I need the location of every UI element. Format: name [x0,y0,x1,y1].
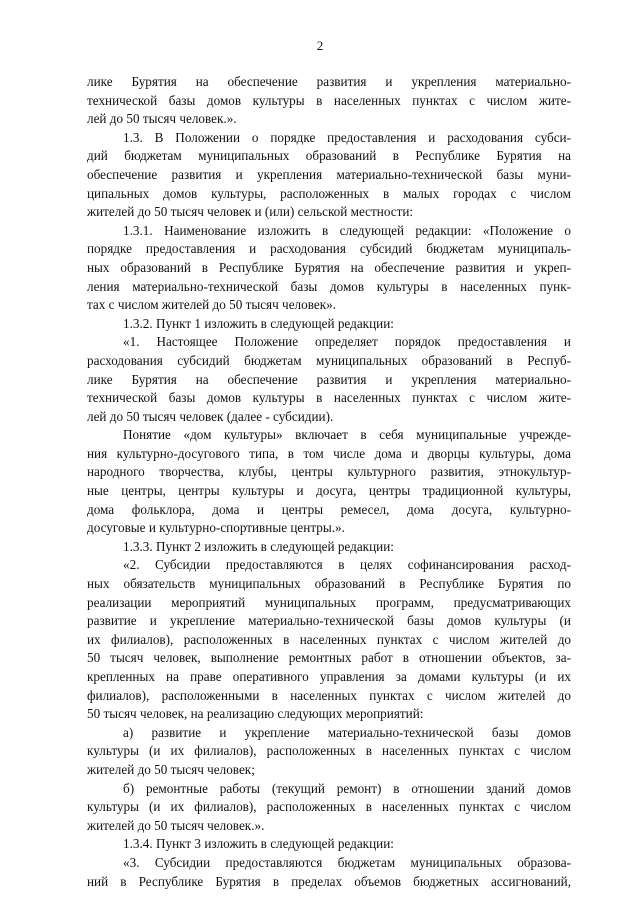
text-line: лике Бурятия на обеспечение развития и укрепления материально- [87,371,571,387]
text-line: народного творчества, клубы, центры культурного развития, этнокультур- [87,464,571,480]
text-line: «3. Субсидии предоставляются бюджетам муниципальных образова- [123,854,571,870]
text-line: лике Бурятия на обеспечение развития и укрепления материально- [87,74,571,89]
text-line: жителей до 50 тысяч человек; [87,761,255,777]
text-line: ний в Республике Бурятия в пределах объемов бюджетных ассигнований, [87,873,571,889]
text-line: реализации мероприятий муниципальных программ, предусматривающих [87,594,571,610]
text-line: ных обязательств муниципальных образований в Республике Бурятия по [87,576,571,592]
text-line: тах с числом жителей до 50 тысяч человек». [87,297,337,313]
text-line: жителей до 50 тысяч человек и (или) сельской местности: [87,204,414,220]
text-line: ных образований в Республике Бурятия на обеспечение развития и укреп- [87,259,571,275]
text-line: лей до 50 тысяч человек.». [87,111,237,127]
text-line: ния культурно-досугового типа, в том числе дома и дворцы культуры, дома [87,445,571,461]
text-line: культуры (и их филиалов), расположенных в населенных пунктах с числом [87,799,571,815]
text-line: лей до 50 тысяч человек (далее - субсидии). [87,408,334,424]
text-line: развитие и укрепление материально-технической базы домов культуры (и [87,613,571,629]
text-line: технической базы домов культуры в населенных пунктах с числом жите- [87,390,571,406]
text-line: культуры (и их филиалов), расположенных в населенных пунктах с числом [87,743,571,759]
text-line: 1.3. В Положении о порядке предоставления и расходования субси- [123,129,571,145]
text-line: крепленных на праве оперативного управления за домами культуры (и их [87,669,571,684]
page-number: 2 [316,38,324,53]
text-line: дий бюджетам муниципальных образований в Республике Бурятия на [87,148,571,164]
document-body [87,73,571,891]
text-line: «1. Настоящее Положение определяет порядок предоставления и [123,334,571,350]
text-line: технической базы домов культуры в населенных пунктах с числом жите- [87,92,571,108]
text-line: 50 тысяч человек, на реализацию следующих мероприятий: [87,706,424,722]
text-line: 1.3.4. Пункт 3 изложить в следующей редакции: [123,836,394,852]
text-line: обеспечение развития и укрепления материально-технической базы муни- [87,166,571,182]
text-line: дома фольклора, дома и центры ремесел, дома досуга, культурно- [87,501,571,517]
text-line: филиалов), расположенными в населенных пунктах с числом жителей до [87,687,571,703]
text-line: а) развитие и укрепление материально-технической базы домов [123,724,571,740]
text-line: «2. Субсидии предоставляются в целях софинансирования расход- [123,557,571,573]
text-line: Понятие «дом культуры» включает в себя муниципальные учрежде- [123,427,571,443]
text-line: 1.3.1. Наименование изложить в следующей редакции: «Положение о [123,222,571,238]
text-line: ные центры, центры культуры и досуга, центры традиционной культуры, [87,483,571,499]
text-line: досуговые и культурно-спортивные центры.». [87,520,345,536]
text-line: б) ремонтные работы (текущий ремонт) в отношении зданий домов [123,780,571,796]
text-line: 1.3.3. Пункт 2 изложить в следующей редакции: [123,538,394,554]
text-line: ления материально-технической базы домов культуры в населенных пунк- [87,278,571,294]
text-line: расходования субсидий бюджетам муниципальных образований в Респуб- [87,352,571,368]
text-line: их филиалов), расположенных в населенных пунктах с числом жителей до [87,631,571,647]
text-line: порядке предоставления и расходования субсидий бюджетам муниципаль- [87,241,571,257]
text-line: жителей до 50 тысяч человек.». [87,817,265,833]
text-line: 50 тысяч человек, выполнение ремонтных работ в отношении объектов, за- [87,650,571,666]
text-line: ципальных домов культуры, расположенных в малых городах с числом [87,185,571,201]
text-line: 1.3.2. Пункт 1 изложить в следующей редакции: [123,315,394,331]
